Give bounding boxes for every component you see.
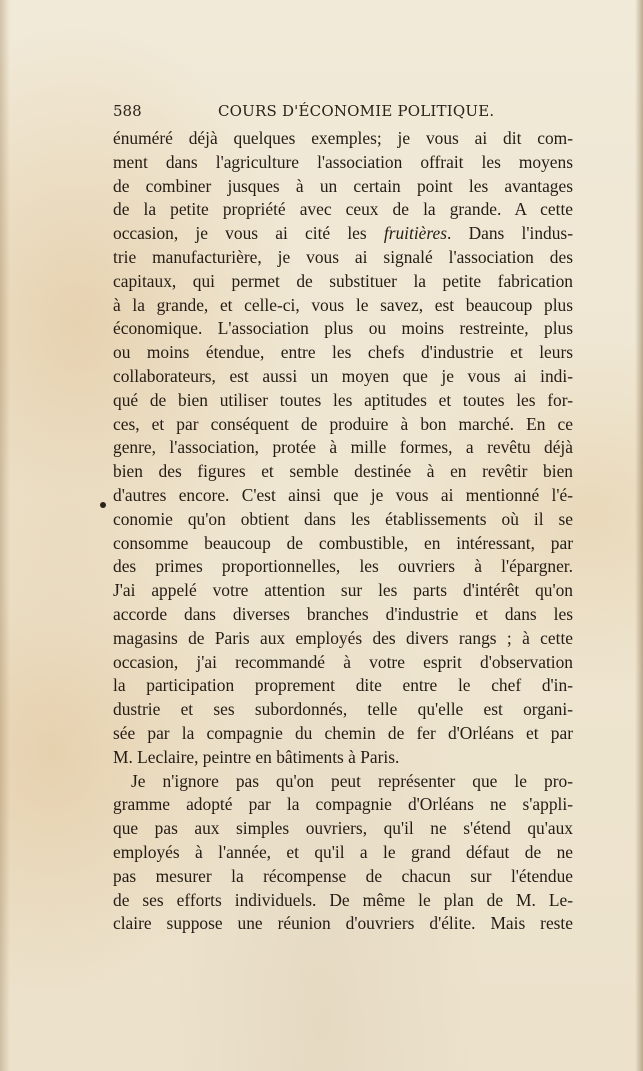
- text-line: ou moins étendue, entre les chefs d'industrie et leurs: [113, 342, 573, 363]
- text-line: bien des figures et semble destinée à en revêtir bien: [113, 461, 573, 482]
- body-text: [113, 127, 573, 936]
- text-line: d'autres encore. C'est ainsi que je vous ai mentionné l'é-: [113, 484, 573, 505]
- text-line: M. Leclaire, peintre en bâtiments à Paris.: [113, 746, 400, 767]
- text-line: de ses efforts individuels. De même le plan de M. Le-: [113, 889, 573, 910]
- text-line: économique. L'association plus ou moins restreinte, plus: [113, 318, 573, 339]
- text-line: collaborateurs, est aussi un moyen que je vous ai indi-: [113, 365, 573, 386]
- text-line: ces, et par conséquent de produire à bon marché. En ce: [113, 413, 573, 434]
- text-line: qué de bien utiliser toutes les aptitudes et toutes les for-: [113, 389, 573, 410]
- text-line: la participation proprement dite entre le chef d'in-: [113, 675, 573, 696]
- text-line: gramme adopté par la compagnie d'Orléans ne s'appli-: [113, 794, 573, 815]
- text-line: accorde dans diverses branches d'industrie et dans les: [113, 603, 573, 624]
- text-line: J'ai appelé votre attention sur les parts d'intérêt qu'on: [113, 580, 573, 601]
- text-line: ment dans l'agriculture l'association offrait les moyens: [113, 151, 573, 172]
- page-header: [113, 100, 573, 124]
- text-line: énuméré déjà quelques exemples; je vous ai dit com-: [113, 128, 573, 148]
- text-line: que pas aux simples ouvriers, qu'il ne s'étend qu'aux: [113, 818, 573, 839]
- text-line: de la petite propriété avec ceux de la grande. A cette: [113, 199, 573, 220]
- text-line: consomme beaucoup de combustible, en intéressant, par: [113, 532, 573, 553]
- text-line: employés à l'année, et qu'il a le grand défaut de ne: [113, 841, 573, 862]
- text-line: des primes proportionnelles, les ouvriers à l'épargner.: [113, 556, 573, 577]
- ink-spot: [100, 502, 106, 508]
- running-title: COURS D'ÉCONOMIE POLITIQUE.: [218, 102, 495, 120]
- text-line: dustrie et ses subordonnés, telle qu'elle est organi-: [113, 699, 573, 720]
- text-line: trie manufacturière, je vous ai signalé l'association des: [113, 246, 573, 267]
- text-line: sée par la compagnie du chemin de fer d'Orléans et par: [113, 722, 573, 743]
- page-number: 588: [113, 102, 142, 120]
- text-line: de combiner jusques à un certain point les avantages: [113, 175, 573, 196]
- text-line: capitaux, qui permet de substituer la petite fabrication: [113, 270, 573, 291]
- page-right-edge-shadow: [635, 0, 643, 1071]
- text-line: pas mesurer la récompense de chacun sur l'étendue: [113, 865, 573, 886]
- text-line: conomie qu'on obtient dans les établissements où il se: [113, 508, 573, 529]
- text-line: claire suppose une réunion d'ouvriers d'élite. Mais reste: [113, 913, 573, 934]
- text-line: magasins de Paris aux employés des divers rangs ; à cette: [113, 627, 573, 648]
- text-line: genre, l'association, protée à mille formes, a revêtu déjà: [113, 437, 573, 458]
- text-line: occasion, j'ai recommandé à votre esprit d'observation: [113, 651, 573, 672]
- italic-term: fruitières: [383, 223, 448, 244]
- text-line: Je n'ignore pas qu'on peut représenter que le pro-: [131, 770, 573, 791]
- page-left-edge-shadow: [0, 0, 10, 1071]
- text-line: à la grande, et celle-ci, vous le savez, est beaucoup plus: [113, 294, 573, 315]
- text-line: occasion, je vous ai cité les fruitières. Dans l'indus-: [113, 223, 573, 244]
